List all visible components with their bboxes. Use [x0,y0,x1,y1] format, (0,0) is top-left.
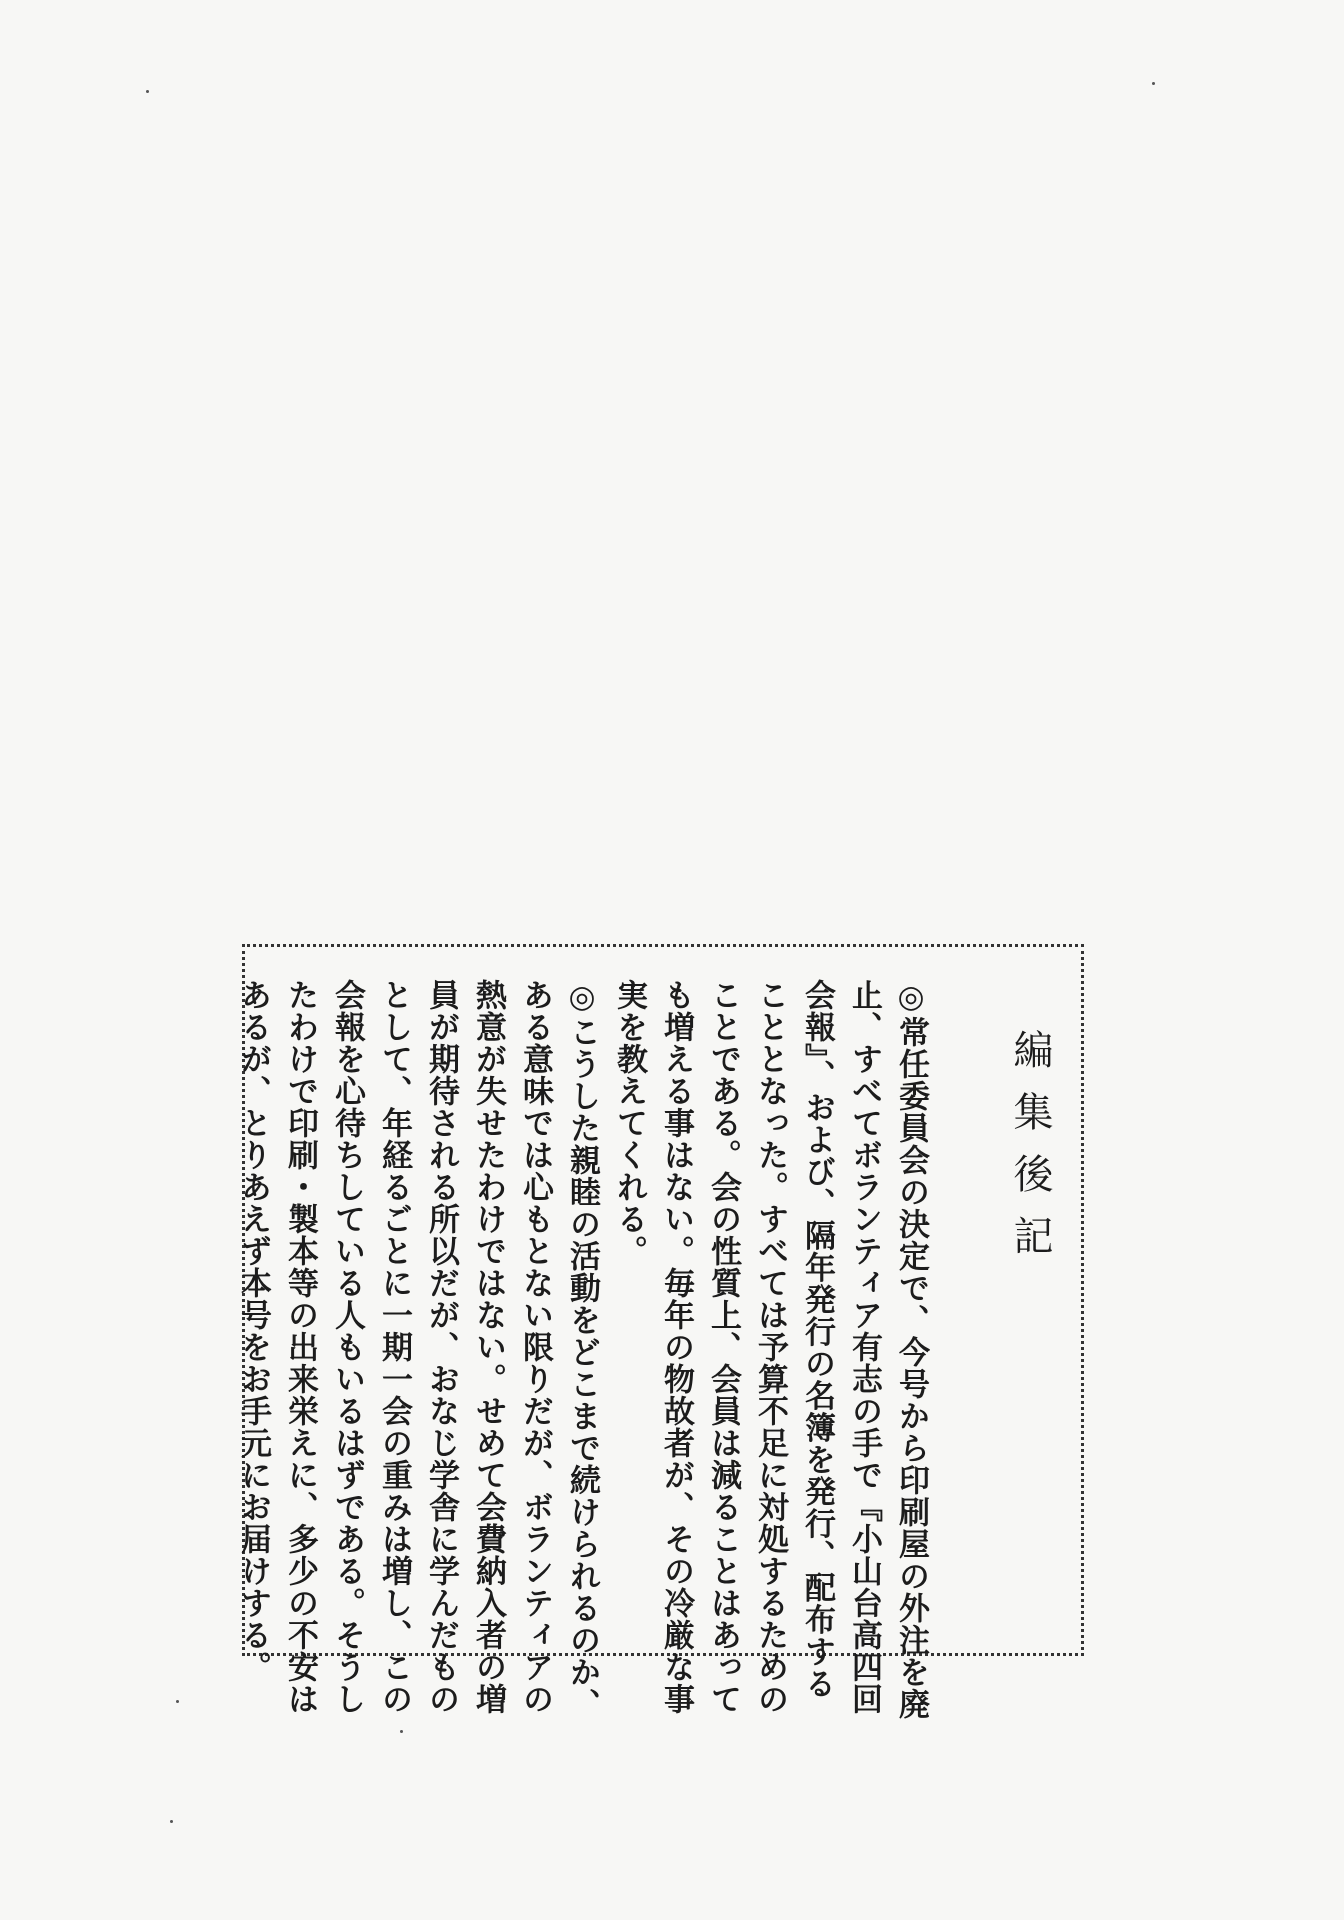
afterword-title: 編集後記 [1007,1029,1053,1277]
afterword-box [235,944,1084,1720]
afterword-line: ◎こうした親睦の活動をどこまで続けられるのか、 [564,979,600,1720]
afterword-line: ◎常任委員会の決定で、今号から印刷屋の外注を廃 [893,979,929,1720]
afterword-line: たわけで印刷・製本等の出来栄えに、多少の不安は [282,979,318,1715]
afterword-line: も増える事はない。毎年の物故者が、その冷厳な事 [658,979,694,1715]
scan-speck [400,1730,403,1733]
scan-speck [176,1700,179,1703]
afterword-text [229,979,1053,1720]
afterword-line: 止、すべてボランティア有志の手で『小山台高四回 [846,979,882,1715]
scan-speck [170,1820,173,1823]
afterword-line: こととなった。すべては予算不足に対処するための [752,979,788,1715]
afterword-line: 会報』、および、隔年発行の名簿を発行、配布する [799,979,835,1700]
scan-speck [146,90,149,93]
afterword-line: ことである。会の性質上、会員は減ることはあって [705,979,741,1715]
scan-speck [1152,82,1155,85]
afterword-line: あるが、とりあえず本号をお手元にお届けする。 [235,979,271,1683]
afterword-line: 員が期待される所以だが、おなじ学舎に学んだもの [423,979,459,1715]
afterword-line: 熱意が失せたわけではない。せめて会費納入者の増 [470,979,506,1715]
afterword-line: ある意味では心もとない限りだが、ボランティアの [517,979,553,1715]
bleed-through-shadow [264,120,1164,900]
afterword-line: 会報を心待ちしている人もいるはずである。そうし [329,979,365,1715]
afterword-line: 実を教えてくれる。 [611,979,647,1267]
afterword-line: として、年経るごとに一期一会の重みは増し、この [376,979,412,1715]
